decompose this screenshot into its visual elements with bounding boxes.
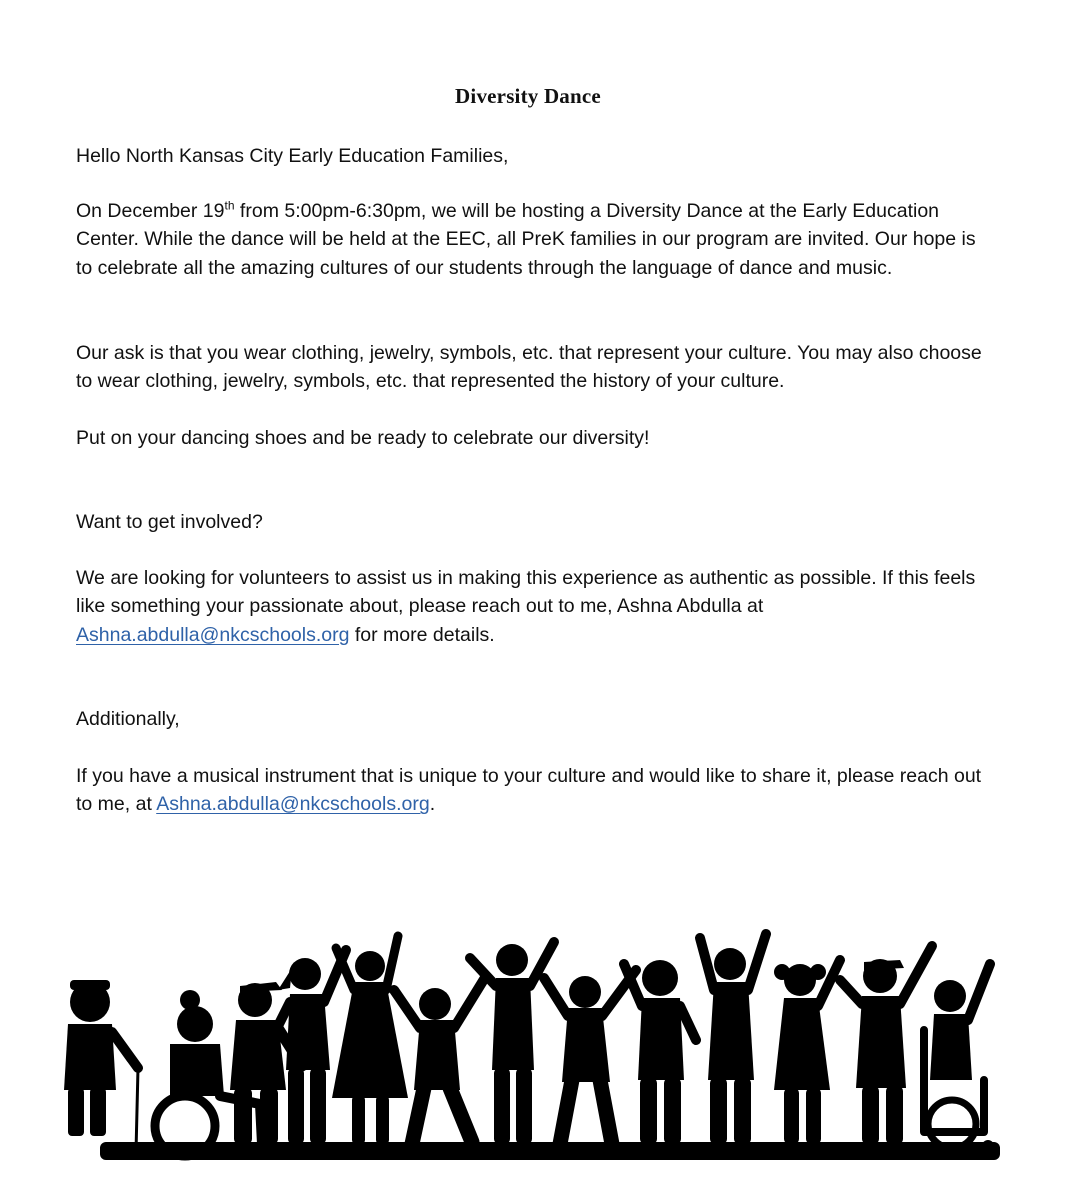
dancing-children-silhouette (40, 920, 1040, 1170)
closing-paragraph: Put on your dancing shoes and be ready to celebrate our diversity! (76, 427, 650, 449)
event-date-text: On December 19 (76, 200, 225, 222)
greeting-paragraph: Hello North Kansas City Early Education Families, (76, 145, 509, 167)
figure-boy-cap-right (840, 946, 932, 1144)
date-ordinal-suffix: th (224, 198, 235, 213)
figure-girl-ponytail (272, 950, 346, 1144)
figure-kid-dancing (544, 970, 636, 1144)
figure-boy-cane (64, 980, 141, 1159)
additionally-text: Additionally, (76, 708, 180, 730)
involved-heading: Want to get involved? (76, 511, 263, 533)
volunteers-tail: for more details. (349, 623, 495, 646)
figure-girl-dress (332, 936, 408, 1144)
figure-tall-kid (700, 934, 766, 1144)
dress-code-paragraph: Our ask is that you wear clothing, jewelry, symbols, etc. that represent your culture. You may also choose to wear clothing, jewelry, symbols, etc. that represented the history of your culture. (76, 342, 982, 393)
figure-kid-wheelchair-right (924, 964, 994, 1152)
instrument-tail: . (429, 793, 436, 816)
instrument-email-link[interactable]: Ashna.abdulla@nkcschools.org (156, 793, 430, 816)
figure-kid-curly (624, 960, 696, 1144)
instrument-text: If you have a musical instrument that is unique to your culture and would like to share it, please reach out to me, at (76, 765, 982, 816)
volunteer-email-link[interactable]: Ashna.abdulla@nkcschools.org (76, 623, 350, 646)
figure-kid-waving (470, 942, 554, 1144)
event-details-paragraph (76, 197, 986, 282)
volunteers-paragraph (76, 564, 986, 649)
volunteers-text: We are looking for volunteers to assist us in making this experience as authentic as possible. If this feels like something your passionate about, please reach out to me, Ashna Abdulla at (76, 567, 976, 618)
figure-jumping-kid (394, 976, 486, 1144)
document-title: Diversity Dance (455, 84, 601, 108)
event-details-text: from 5:00pm-6:30pm, we will be hosting a Diversity Dance at the Early Education Center. While the dance will be held at the EEC, all PreK families in our program are invited. Our hope is to celebrate all the amazing cultures of our students through the language of dance and music. (76, 200, 976, 279)
figure-kid-pigtails (774, 960, 840, 1144)
instrument-paragraph (76, 762, 986, 819)
